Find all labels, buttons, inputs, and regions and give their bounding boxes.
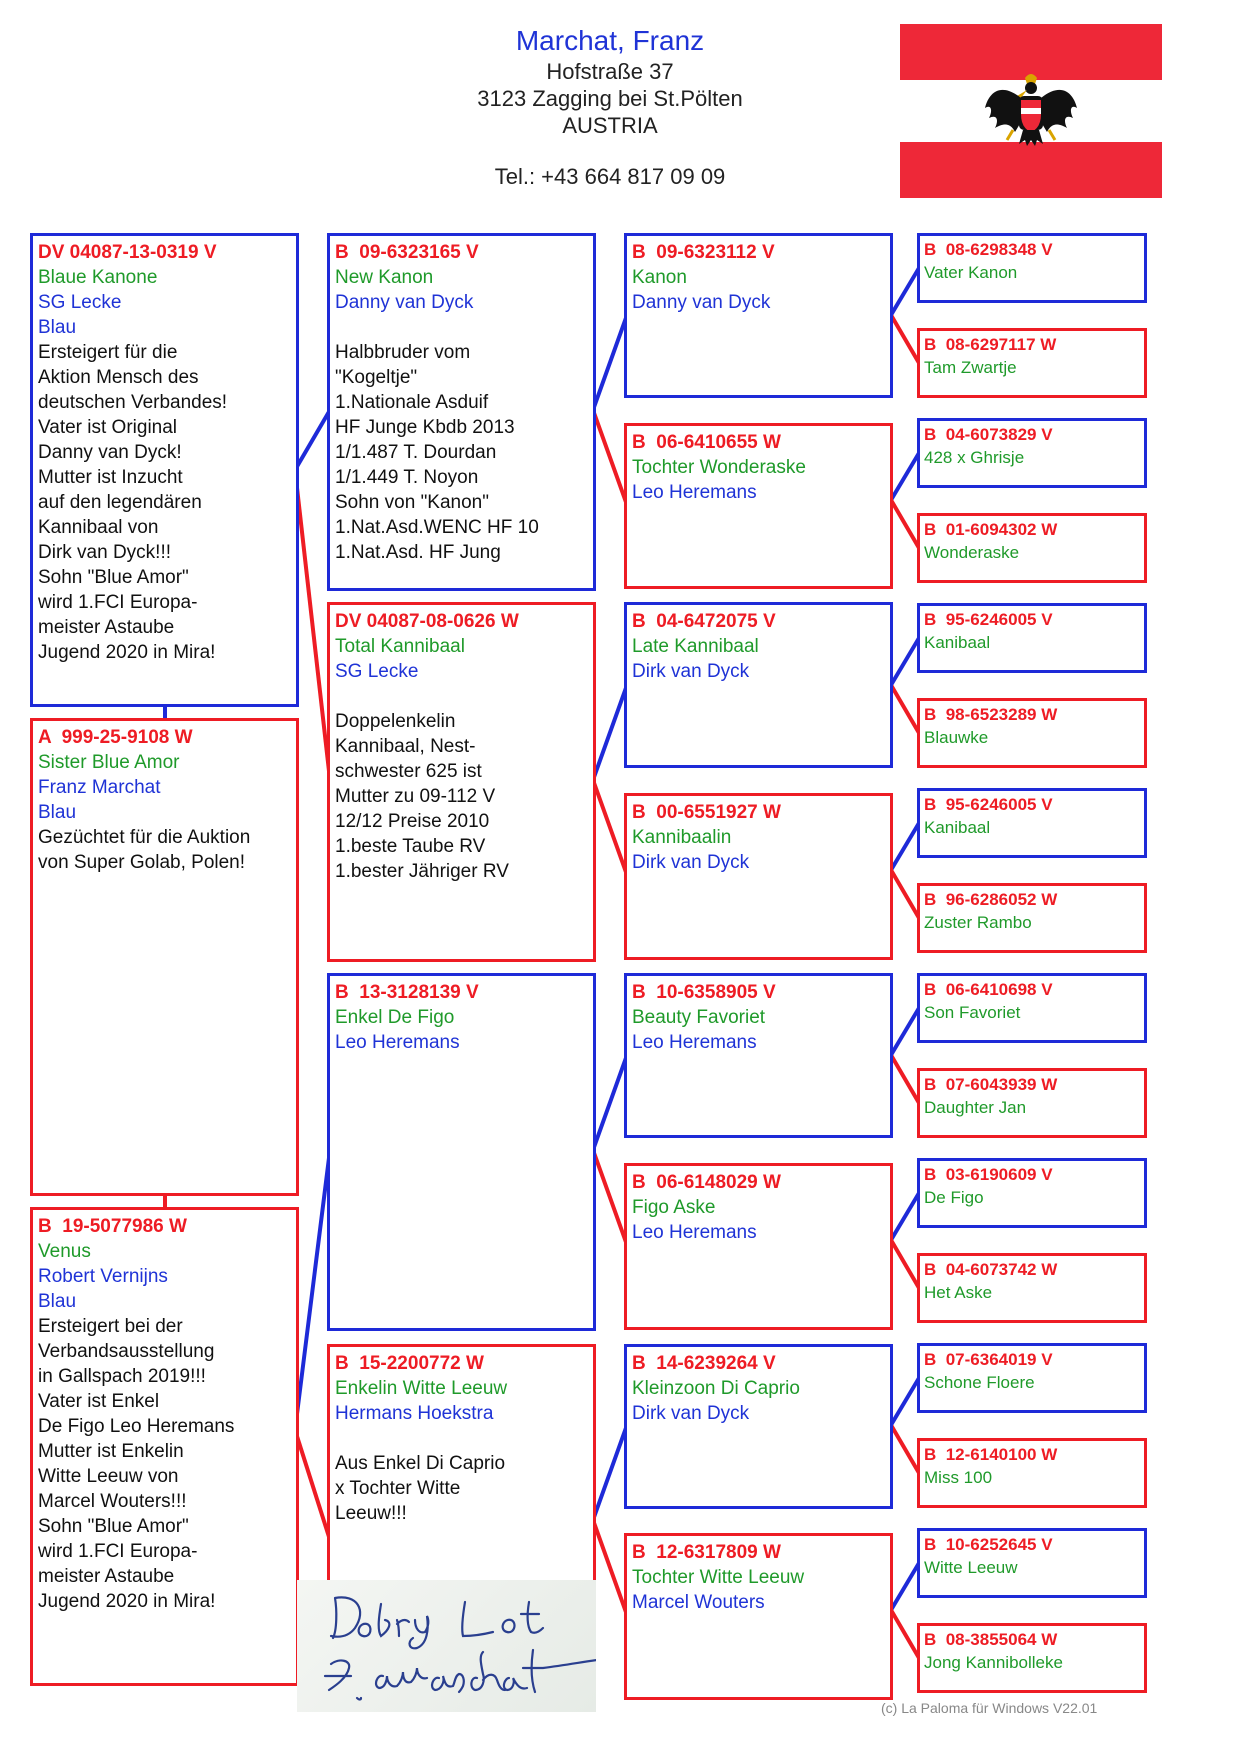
g4-ancestor-card [917,328,1147,398]
great-grandparent-card [624,973,893,1138]
owner-city: 3123 Zagging bei St.Pölten [477,86,743,111]
pigeon-name: Enkelin Witte Leeuw [335,1378,508,1399]
ring-number: B 08-6297117 W [924,335,1057,354]
g4-ancestor-card [917,1253,1147,1323]
pigeon-name: Schone Floere [924,1373,1035,1392]
sire-connector [891,1563,919,1610]
dam-connector [891,870,919,918]
pigeon-name: Tam Zwartje [924,358,1017,377]
ring-number: DV 04087-13-0319 V [38,242,217,263]
dam-connector [891,685,919,733]
pigeon-name: Kanon [632,267,687,288]
pigeon-name: Beauty Favoriet [632,1007,766,1028]
ring-number: B 95-6246005 V [924,795,1053,814]
pigeon-name: Tochter Witte Leeuw [632,1567,805,1588]
g4-ancestor-card [917,233,1147,303]
pigeon-notes: Aus Enkel Di Caprio x Tochter Witte Leeuw!!! [335,1453,506,1524]
signature-image [297,1580,596,1712]
pigeon-name: Venus [38,1241,91,1262]
ring-number: B 09-6323112 V [632,242,775,263]
pigeon-notes: Halbbruder vom "Kogeltje" 1.Nationale Asduif HF Junge Kbdb 2013 1/1.487 T. Dourdan 1/1.449 T. Noyon Sohn von "Kanon" 1.Nat.Asd.WENC HF 10 1.Nat.Asd. HF Jung [335,342,539,563]
ring-number: B 19-5077986 W [38,1216,187,1237]
subject-card [30,718,299,1196]
pigeon-name: Kannibaalin [632,827,732,848]
g4-ancestor-card [917,973,1147,1043]
dam-connector [891,1425,919,1473]
pigeon-name: Sister Blue Amor [38,752,180,773]
great-grandparent-card [624,1163,893,1330]
breeder-name: Dirk van Dyck [632,661,750,682]
ring-number: B 01-6094302 W [924,520,1058,539]
pigeon-color: Blau [38,1291,77,1312]
ring-number: A 999-25-9108 W [38,727,193,748]
pigeon-name: Kanibaal [924,633,991,652]
pigeon-name: Wonderaske [924,543,1020,562]
sire-connector [891,1193,919,1240]
ring-number: B 06-6410655 W [632,432,781,453]
great-grandparent-card [624,602,893,768]
ring-number: B 04-6073742 W [924,1260,1058,1279]
owner-phone: Tel.: +43 664 817 09 09 [494,164,726,189]
mother-card [30,1207,299,1686]
breeder-name: Hermans Hoekstra [335,1403,494,1424]
father-card [30,233,299,707]
ring-number: B 04-6073829 V [924,425,1053,444]
dam-connector [891,1240,919,1288]
father-dam-card [327,602,596,962]
g4-ancestor-card [917,883,1147,953]
pigeon-name: Daughter Jan [924,1098,1027,1117]
ring-number: B 12-6140100 W [924,1445,1058,1464]
ring-number: B 12-6317809 W [632,1542,781,1563]
ring-number: B 06-6410698 V [924,980,1053,999]
father-sire-card [327,233,596,591]
pigeon-notes: Doppelenkelin Kannibaal, Nest- schwester 625 ist Mutter zu 09-112 V 12/12 Preise 2010 1.beste Taube RV 1.bester Jähriger RV [335,711,509,882]
pigeon-name: Miss 100 [924,1468,993,1487]
pigeon-name: Zuster Rambo [924,913,1032,932]
ring-number: B 08-3855064 W [924,1630,1058,1649]
ring-number: B 03-6190609 V [924,1165,1053,1184]
great-grandparent-card [624,1344,893,1509]
pigeon-name: Blauwke [924,728,989,747]
g4-ancestor-card [917,513,1147,583]
ring-number: B 10-6252645 V [924,1535,1053,1554]
owner-street: Hofstraße 37 [546,59,674,84]
pigeon-name: Jong Kannibolleke [924,1653,1063,1672]
ring-number: B 10-6358905 V [632,982,776,1003]
breeder-name: SG Lecke [335,661,419,682]
ring-number: B 13-3128139 V [335,982,479,1003]
pigeon-name: Vater Kanon [924,263,1018,282]
dam-connector [891,315,919,363]
g4-ancestor-card [917,1623,1147,1693]
ring-number: B 15-2200772 W [335,1353,484,1374]
dam-connector [891,1610,919,1658]
sire-connector [891,1378,919,1425]
pigeon-notes: Ersteigert bei der Verbandsausstellung in Gallspach 2019!!! Vater ist Enkel De Figo Leo Heremans Mutter ist Enkelin Witte Leeuw von Marcel Wouters!!! Sohn "Blue Amor" wird 1.FCI Europa- meister Astaube Jugend 2020 in Mira! [38,1316,235,1612]
great-grandparent-card [624,793,893,960]
breeder-name: Leo Heremans [632,1032,757,1053]
ring-number: B 06-6148029 W [632,1172,781,1193]
pigeon-color: Blau [38,802,77,823]
pigeon-name: Tochter Wonderaske [632,457,806,478]
software-copyright: (c) La Paloma für Windows V22.01 [881,1700,1098,1716]
pigeon-name: Kanibaal [924,818,991,837]
ring-number: B 04-6472075 V [632,611,776,632]
ring-number: B 00-6551927 W [632,802,781,823]
pigeon-name: Son Favoriet [924,1003,1021,1022]
pigeon-name: Enkel De Figo [335,1007,455,1028]
pigeon-name: Total Kannibaal [335,636,465,657]
great-grandparent-card [624,1533,893,1700]
ring-number: DV 04087-08-0626 W [335,611,519,632]
sire-connector [891,268,919,315]
pigeon-name: Kleinzoon Di Caprio [632,1378,800,1399]
g4-ancestor-card [917,788,1147,858]
g4-ancestor-card [917,603,1147,673]
g4-ancestor-card [917,1438,1147,1508]
sire-connector [891,1008,919,1055]
pigeon-notes: Ersteigert für die Aktion Mensch des deutschen Verbandes! Vater ist Original Danny van Dyck! Mutter ist Inzucht auf den legendären Kannibaal von Dirk van Dyck!!! Sohn "Blue Amor" wird 1.FCI Europa- meister Astaube Jugend 2020 in Mira! [38,342,228,663]
g4-ancestor-card [917,1343,1147,1413]
breeder-name: Danny van Dyck [335,292,474,313]
pigeon-name: New Kanon [335,267,434,288]
owner-country: AUSTRIA [562,113,658,138]
pigeon-notes: Gezüchtet für die Auktion von Super Golab, Polen! [38,827,251,873]
ring-number: B 95-6246005 V [924,610,1053,629]
g4-ancestor-card [917,1528,1147,1598]
pigeon-name: Figo Aske [632,1197,716,1218]
pigeon-name: 428 x Ghrisje [924,448,1025,467]
pigeon-name: Witte Leeuw [924,1558,1018,1577]
sire-connector [891,453,919,500]
breeder-name: Leo Heremans [632,1222,757,1243]
g4-ancestor-card [917,418,1147,488]
breeder-name: Franz Marchat [38,777,161,798]
mother-sire-card [327,973,596,1331]
pigeon-color: Blau [38,317,77,338]
breeder-name: Leo Heremans [632,482,757,503]
dam-connector [891,1055,919,1103]
g4-ancestor-card [917,698,1147,768]
breeder-name: Robert Vernijns [38,1266,168,1287]
pigeon-name: De Figo [924,1188,984,1207]
breeder-name: SG Lecke [38,292,122,313]
dam-connector [891,500,919,548]
owner-name: Marchat, Franz [515,25,705,56]
great-grandparent-card [624,233,893,398]
ring-number: B 14-6239264 V [632,1353,776,1374]
ring-number: B 96-6286052 W [924,890,1058,909]
ring-number: B 09-6323165 V [335,242,479,263]
sire-connector [891,823,919,870]
pigeon-name: Het Aske [924,1283,993,1302]
breeder-name: Leo Heremans [335,1032,460,1053]
sire-connector [891,638,919,685]
great-grandparent-card [624,423,893,589]
breeder-name: Dirk van Dyck [632,852,750,873]
breeder-name: Danny van Dyck [632,292,771,313]
g4-ancestor-card [917,1068,1147,1138]
ring-number: B 07-6043939 W [924,1075,1058,1094]
g4-ancestor-card [917,1158,1147,1228]
ring-number: B 07-6364019 V [924,1350,1053,1369]
breeder-name: Dirk van Dyck [632,1403,750,1424]
ring-number: B 08-6298348 V [924,240,1053,259]
pigeon-name: Blaue Kanone [38,267,158,288]
breeder-name: Marcel Wouters [632,1592,765,1613]
ring-number: B 98-6523289 W [924,705,1058,724]
pigeon-name: Late Kannibaal [632,636,759,657]
